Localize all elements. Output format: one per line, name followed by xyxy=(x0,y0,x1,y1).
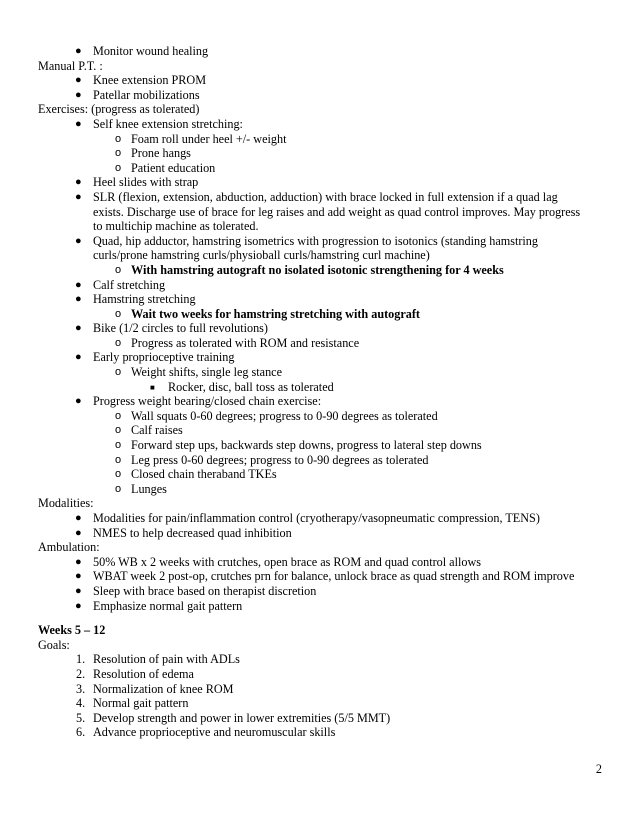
goal-item xyxy=(0,667,638,682)
circle-bullet-icon: o xyxy=(115,439,122,452)
document-body xyxy=(0,44,638,740)
goal-text: Normalization of knee ROM xyxy=(93,681,234,696)
bullet-icon: ● xyxy=(75,117,82,130)
bullet-icon: ● xyxy=(75,293,82,306)
bullet-item: ● Modalities for pain/inflammation control (cryotherapy/vasopneumatic compression, TENS) xyxy=(75,511,540,525)
goal-number: 1. xyxy=(76,652,86,667)
bullet-icon: ● xyxy=(75,584,82,597)
circle-bullet-icon: o xyxy=(115,424,122,437)
sub-sub-item: ■ Rocker, disc, ball toss as tolerated xyxy=(150,379,334,394)
bullet-item: ● Heel slides with strap xyxy=(75,175,199,190)
bullet-item: ● Knee extension PROM xyxy=(75,73,207,88)
goal-number: 6. xyxy=(76,725,86,740)
bullet-item: ● NMES to help decreased quad inhibition xyxy=(75,525,292,540)
goal-item xyxy=(0,696,638,711)
bullet-item: ● 50% WB x 2 weeks with crutches, open brace as ROM and quad control allows xyxy=(75,554,481,569)
protocol-list xyxy=(0,44,638,613)
sub-item: o Foam roll under heel +/- weight xyxy=(115,131,287,146)
bullet-icon: ● xyxy=(75,555,82,568)
sub-item: o Prone hangs xyxy=(115,146,191,161)
square-bullet-icon: ■ xyxy=(150,382,155,392)
goal-item xyxy=(0,652,638,667)
bullet-item: ● Emphasize normal gait pattern xyxy=(75,598,243,613)
bullet-item: ● Calf stretching xyxy=(75,277,166,292)
sub-item: o Forward step ups, backwards step downs, progress to lateral step downs xyxy=(115,438,482,453)
bullet-item: ● Quad, hip adductor, hamstring isometrics with progression to isotonics (standing hamstring xyxy=(75,233,538,248)
bullet-icon: ● xyxy=(75,88,82,101)
goal-text: Normal gait pattern xyxy=(93,696,189,711)
bullet-item: ● Monitor wound healing xyxy=(75,44,209,58)
goal-text: Resolution of edema xyxy=(93,666,194,681)
bullet-icon: ● xyxy=(75,526,82,539)
circle-bullet-icon: o xyxy=(115,482,122,495)
circle-bullet-icon: o xyxy=(115,307,122,320)
page-number: 2 xyxy=(595,762,602,776)
bullet-icon: ● xyxy=(75,570,82,583)
sub-item: o Wall squats 0-60 degrees; progress to 0-90 degrees as tolerated xyxy=(115,408,438,423)
goal-item xyxy=(0,682,638,697)
bullet-icon: ● xyxy=(75,322,82,335)
sub-item: o Patient education xyxy=(115,160,216,175)
bullet-icon: ● xyxy=(75,190,82,203)
bullet-icon: ● xyxy=(75,512,82,524)
category-label: Ambulation: xyxy=(38,540,100,555)
goal-text: Develop strength and power in lower extremities (5/5 MMT) xyxy=(93,710,391,725)
bullet-continuation: to multichip machine as tolerated. xyxy=(93,219,259,234)
goal-text: Advance proprioceptive and neuromuscular skills xyxy=(93,725,336,740)
bullet-item: ● Sleep with brace based on therapist discretion xyxy=(75,583,317,598)
goal-number: 3. xyxy=(76,681,86,696)
sub-item: o Lunges xyxy=(115,481,167,496)
bullet-item: ● WBAT week 2 post-op, crutches prn for balance, unlock brace as quad strength and ROM improve xyxy=(75,569,575,584)
category-label: Modalities: xyxy=(38,496,94,511)
goals-list xyxy=(0,652,638,740)
bullet-item: ● Hamstring stretching xyxy=(75,292,196,307)
sub-item: o Weight shifts, single leg stance xyxy=(115,365,282,380)
sub-item: o Leg press 0-60 degrees; progress to 0-90 degrees as tolerated xyxy=(115,452,429,467)
sub-item: o Progress as tolerated with ROM and resistance xyxy=(115,335,360,350)
bullet-continuation: exists. Discharge use of brace for leg raises and add weight as quad control improves. May progress xyxy=(93,204,581,219)
sub-item: o Calf raises xyxy=(115,423,183,438)
sub-item: o Closed chain theraband TKEs xyxy=(115,467,277,482)
bullet-item: ● Progress weight bearing/closed chain exercise: xyxy=(75,394,322,409)
bullet-icon: ● xyxy=(75,176,82,189)
circle-bullet-icon: o xyxy=(115,161,122,174)
goal-number: 4. xyxy=(76,696,86,711)
bullet-continuation: curls/prone hamstring curls/physioball curls/hamstring curl machine) xyxy=(93,248,430,263)
circle-bullet-icon: o xyxy=(115,336,122,349)
goal-text: Resolution of pain with ADLs xyxy=(93,652,240,667)
sub-item: o Wait two weeks for hamstring stretching with autograft xyxy=(115,306,420,321)
goal-item xyxy=(0,711,638,726)
sub-item: o With hamstring autograft no isolated isotonic strengthening for 4 weeks xyxy=(115,262,504,277)
circle-bullet-icon: o xyxy=(115,366,122,379)
bullet-icon: ● xyxy=(75,395,82,408)
bullet-icon: ● xyxy=(75,599,82,612)
bullet-icon: ● xyxy=(75,278,82,291)
bullet-item: ● Bike (1/2 circles to full revolutions) xyxy=(75,321,268,336)
circle-bullet-icon: o xyxy=(115,147,122,160)
category-label: Exercises: (progress as tolerated) xyxy=(38,102,200,117)
circle-bullet-icon: o xyxy=(115,409,122,422)
goal-item xyxy=(0,725,638,740)
category-label: Manual P.T. : xyxy=(38,58,103,73)
bullet-item: ● Early proprioceptive training xyxy=(75,350,235,365)
goal-number: 5. xyxy=(76,710,86,725)
circle-bullet-icon: o xyxy=(115,263,122,276)
bullet-item: ● SLR (flexion, extension, abduction, adduction) with brace locked in full extension if a quad lag xyxy=(75,189,558,204)
bullet-icon: ● xyxy=(75,351,82,364)
circle-bullet-icon: o xyxy=(115,468,122,481)
section-heading: Weeks 5 – 12 xyxy=(38,623,106,638)
bullet-item: ● Patellar mobilizations xyxy=(75,87,200,102)
bullet-icon: ● xyxy=(75,45,82,57)
goals-label: Goals: xyxy=(38,637,70,652)
bullet-icon: ● xyxy=(75,74,82,87)
bullet-icon: ● xyxy=(75,234,82,247)
bullet-item: ● Self knee extension stretching: xyxy=(75,116,243,131)
circle-bullet-icon: o xyxy=(115,132,122,145)
circle-bullet-icon: o xyxy=(115,453,122,466)
goal-number: 2. xyxy=(76,666,86,681)
